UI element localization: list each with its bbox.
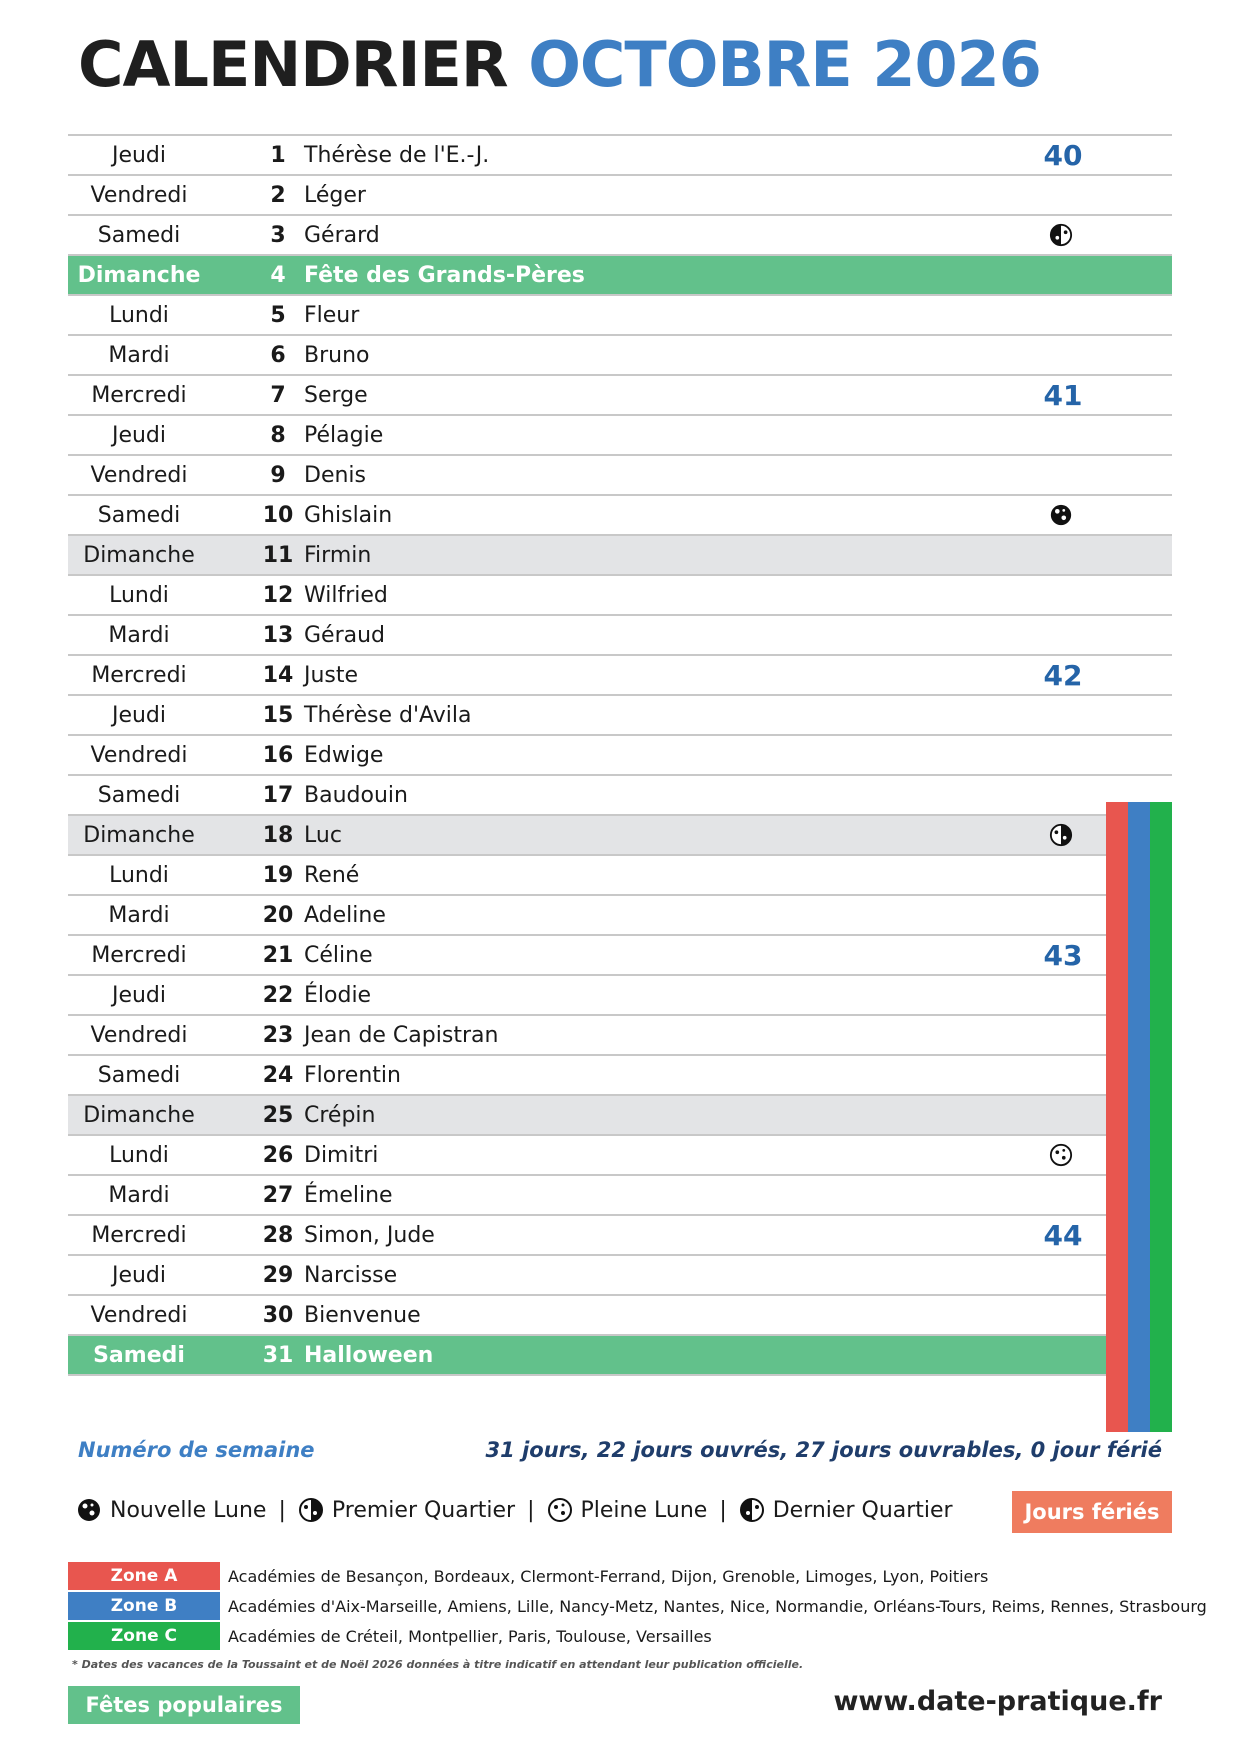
- saint-name: Céline: [304, 943, 373, 968]
- day-number: 31: [262, 1343, 294, 1368]
- day-name: Vendredi: [90, 1023, 188, 1048]
- day-number: 30: [262, 1303, 294, 1328]
- row-background: [68, 376, 1172, 414]
- zone-b-bar: [1128, 802, 1150, 1432]
- calendar-row: [68, 694, 1172, 734]
- saint-name: Florentin: [304, 1063, 401, 1088]
- row-background: [68, 336, 1172, 374]
- row-background: [68, 816, 1107, 854]
- saint-name: Bruno: [304, 343, 370, 368]
- legend-nouvelle-lune: Nouvelle Lune: [110, 1497, 267, 1523]
- day-number: 24: [262, 1063, 294, 1088]
- day-number: 10: [262, 503, 294, 528]
- day-number: 2: [270, 183, 286, 208]
- day-number: 27: [262, 1183, 294, 1208]
- saint-name: Narcisse: [304, 1263, 398, 1288]
- day-name: Mercredi: [91, 663, 187, 688]
- day-name: Samedi: [97, 1063, 181, 1088]
- calendar-row: [68, 534, 1172, 574]
- row-background: [68, 296, 1172, 334]
- saint-name: Wilfried: [304, 583, 388, 608]
- calendar-row: [68, 1134, 1172, 1174]
- saint-name: Baudouin: [304, 783, 408, 808]
- calendar-row: [68, 454, 1172, 494]
- title-prefix: CALENDRIER: [78, 28, 508, 101]
- row-background: [68, 696, 1172, 734]
- day-number: 7: [270, 383, 286, 408]
- saint-name: Denis: [304, 463, 366, 488]
- dernier-quartier-icon: [1049, 223, 1073, 247]
- row-background: [68, 656, 1172, 694]
- day-name: Mardi: [108, 623, 170, 648]
- day-number: 26: [262, 1143, 294, 1168]
- day-number: 22: [262, 983, 294, 1008]
- day-number: 14: [262, 663, 294, 688]
- saint-name: Bienvenue: [304, 1303, 421, 1328]
- calendar-row: [68, 734, 1172, 774]
- row-background: [68, 176, 1172, 214]
- title-month: OCTOBRE 2026: [528, 28, 1041, 101]
- row-background: [68, 856, 1107, 894]
- saint-name: Adeline: [304, 903, 386, 928]
- calendar-row: [68, 494, 1172, 534]
- day-number: 1: [270, 143, 286, 168]
- row-background: [68, 1336, 1107, 1374]
- calendar-row: [68, 1294, 1172, 1334]
- saint-name: Émeline: [304, 1183, 393, 1208]
- row-background: [68, 496, 1172, 534]
- day-number: 23: [262, 1023, 294, 1048]
- saint-name: Géraud: [304, 623, 386, 648]
- day-name: Jeudi: [111, 143, 167, 168]
- legend-separator: |: [278, 1497, 286, 1523]
- day-number: 13: [262, 623, 294, 648]
- row-background: [68, 1136, 1107, 1174]
- zone-c-bar: [1150, 802, 1172, 1432]
- day-name: Dimanche: [83, 1103, 195, 1128]
- row-background: [68, 896, 1107, 934]
- nouvelle-lune-icon: [1049, 503, 1073, 527]
- zone-b-academies: Académies d'Aix-Marseille, Amiens, Lille, Nancy-Metz, Nantes, Nice, Normandie, Orléans-Tours, Reims, Rennes, Strasbourg: [228, 1596, 1207, 1616]
- day-name: Dimanche: [83, 543, 195, 568]
- legend-separator: |: [527, 1497, 535, 1523]
- legend-dernier-quartier: Dernier Quartier: [772, 1497, 953, 1523]
- calendar-row: [68, 614, 1172, 654]
- day-name: Lundi: [109, 583, 169, 608]
- row-background: [68, 736, 1172, 774]
- week-number-label: Numéro de semaine: [78, 1438, 315, 1462]
- calendar-row: [68, 1054, 1172, 1094]
- day-name: Jeudi: [111, 703, 167, 728]
- day-number: 29: [262, 1263, 294, 1288]
- day-number: 25: [262, 1103, 294, 1128]
- saint-name: Fête des Grands-Pères: [304, 263, 585, 288]
- saint-name: Simon, Jude: [304, 1223, 435, 1248]
- day-number: 3: [270, 223, 286, 248]
- pleine-lune-icon: [1049, 1143, 1073, 1167]
- fetes-populaires-badge: Fêtes populaires: [68, 1686, 300, 1724]
- calendar-row: [68, 254, 1172, 294]
- premier-quartier-icon: [1049, 823, 1073, 847]
- zone-b-row: [68, 1592, 1207, 1620]
- calendar-row: [68, 414, 1172, 454]
- saint-name: Luc: [304, 823, 342, 848]
- calendar-row: [68, 374, 1172, 414]
- calendar-row: [68, 894, 1172, 934]
- zone-c-academies: Académies de Créteil, Montpellier, Paris, Toulouse, Versailles: [228, 1626, 712, 1646]
- day-number: 15: [262, 703, 294, 728]
- day-name: Jeudi: [111, 423, 167, 448]
- zone-a-row: [68, 1562, 988, 1590]
- row-background: [68, 136, 1172, 174]
- day-name: Mardi: [108, 343, 170, 368]
- saint-name: Fleur: [304, 303, 360, 328]
- day-name: Samedi: [93, 1343, 185, 1368]
- jours-feries-badge: Jours fériés: [1012, 1491, 1172, 1533]
- day-name: Mardi: [108, 1183, 170, 1208]
- day-number: 9: [270, 463, 286, 488]
- calendar-row: [68, 1254, 1172, 1294]
- day-number: 18: [262, 823, 294, 848]
- last-quarter-icon: [739, 1497, 765, 1523]
- row-background: [68, 1056, 1107, 1094]
- calendar-row: [68, 174, 1172, 214]
- day-name: Samedi: [97, 783, 181, 808]
- saint-name: Ghislain: [304, 503, 393, 528]
- row-background: [68, 1176, 1107, 1214]
- day-number: 21: [262, 943, 294, 968]
- zone-c-row: [68, 1622, 712, 1650]
- zone-a-tag: Zone A: [68, 1562, 220, 1590]
- day-name: Vendredi: [90, 463, 188, 488]
- footnote: * Dates des vacances de la Toussaint et de Noël 2026 données à titre indicatif en attendant leur publication officielle.: [72, 1658, 804, 1671]
- row-background: [68, 976, 1107, 1014]
- calendar-row: [68, 1214, 1172, 1254]
- calendar-row: [68, 1014, 1172, 1054]
- calendar-row: [68, 774, 1172, 814]
- legend-premier-quartier: Premier Quartier: [331, 1497, 516, 1523]
- row-background: [68, 1296, 1107, 1334]
- saint-name: Juste: [304, 663, 359, 688]
- saint-name: Thérèse d'Avila: [304, 703, 472, 728]
- saint-name: Jean de Capistran: [304, 1023, 499, 1048]
- saint-name: Thérèse de l'E.-J.: [304, 143, 490, 168]
- first-quarter-icon: [298, 1497, 324, 1523]
- day-number: 20: [262, 903, 294, 928]
- school-holiday-bars: [1106, 802, 1172, 1432]
- day-name: Lundi: [109, 1143, 169, 1168]
- zone-a-academies: Académies de Besançon, Bordeaux, Clermont-Ferrand, Dijon, Grenoble, Limoges, Lyon, Poitiers: [228, 1566, 989, 1586]
- row-background: [68, 1096, 1107, 1134]
- row-background: [68, 1016, 1107, 1054]
- saint-name: Léger: [304, 183, 366, 208]
- day-name: Vendredi: [90, 1303, 188, 1328]
- week-number: 40: [1043, 139, 1083, 172]
- calendar-row: [68, 654, 1172, 694]
- day-name: Dimanche: [77, 263, 201, 288]
- legend-separator: |: [719, 1497, 727, 1523]
- week-number: 44: [1043, 1219, 1083, 1252]
- day-number: 5: [270, 303, 286, 328]
- day-name: Jeudi: [111, 983, 167, 1008]
- calendar-row: [68, 814, 1172, 854]
- calendar-row: [68, 214, 1172, 254]
- day-number: 4: [270, 263, 286, 288]
- row-background: [68, 536, 1172, 574]
- row-background: [68, 616, 1172, 654]
- day-number: 12: [262, 583, 294, 608]
- saint-name: Crépin: [304, 1103, 376, 1128]
- day-number: 11: [262, 543, 294, 568]
- row-background: [68, 256, 1172, 294]
- page-title: [78, 28, 1041, 101]
- day-name: Mercredi: [91, 943, 187, 968]
- calendar-row: [68, 854, 1172, 894]
- day-name: Samedi: [97, 223, 181, 248]
- calendar-row: [68, 1094, 1172, 1134]
- row-background: [68, 416, 1172, 454]
- day-name: Mercredi: [91, 383, 187, 408]
- calendar-row: [68, 1334, 1172, 1376]
- calendar-row: [68, 1174, 1172, 1214]
- legend-pleine-lune: Pleine Lune: [580, 1497, 708, 1523]
- day-name: Lundi: [109, 303, 169, 328]
- new-moon-icon: [76, 1497, 102, 1523]
- saint-name: Firmin: [304, 543, 372, 568]
- day-name: Samedi: [97, 503, 181, 528]
- saint-name: René: [304, 863, 360, 888]
- zone-a-bar: [1106, 802, 1128, 1432]
- calendar-row: [68, 574, 1172, 614]
- day-number: 28: [262, 1223, 294, 1248]
- day-number: 17: [262, 783, 294, 808]
- zone-c-tag: Zone C: [68, 1622, 220, 1650]
- calendar-row: [68, 334, 1172, 374]
- saint-name: Pélagie: [304, 423, 384, 448]
- row-background: [68, 576, 1172, 614]
- day-name: Mercredi: [91, 1223, 187, 1248]
- saint-name: Gérard: [304, 223, 380, 248]
- day-name: Lundi: [109, 863, 169, 888]
- saint-name: Élodie: [304, 983, 372, 1008]
- saint-name: Serge: [304, 383, 368, 408]
- week-number: 42: [1043, 659, 1083, 692]
- row-background: [68, 456, 1172, 494]
- week-number: 43: [1043, 939, 1083, 972]
- row-background: [68, 776, 1107, 814]
- day-name: Vendredi: [90, 743, 188, 768]
- moon-legend: [76, 1497, 953, 1523]
- zone-b-tag: Zone B: [68, 1592, 220, 1620]
- row-background: [68, 936, 1107, 974]
- calendar-row: [68, 294, 1172, 334]
- row-background: [68, 1256, 1107, 1294]
- week-number: 41: [1043, 379, 1083, 412]
- calendar-table: [68, 134, 1172, 1376]
- row-background: [68, 216, 1172, 254]
- saint-name: Halloween: [304, 1343, 434, 1368]
- month-summary: 31 jours, 22 jours ouvrés, 27 jours ouvrables, 0 jour férié: [485, 1438, 1162, 1462]
- day-number: 6: [270, 343, 286, 368]
- day-name: Dimanche: [83, 823, 195, 848]
- saint-name: Dimitri: [304, 1143, 379, 1168]
- day-name: Jeudi: [111, 1263, 167, 1288]
- day-number: 16: [262, 743, 294, 768]
- full-moon-icon: [547, 1497, 573, 1523]
- calendar-row: [68, 934, 1172, 974]
- day-number: 19: [262, 863, 294, 888]
- day-name: Vendredi: [90, 183, 188, 208]
- calendar-row: [68, 974, 1172, 1014]
- saint-name: Edwige: [304, 743, 384, 768]
- row-background: [68, 1216, 1107, 1254]
- day-number: 8: [270, 423, 286, 448]
- website-link[interactable]: www.date-pratique.fr: [833, 1686, 1162, 1717]
- calendar-row: [68, 134, 1172, 174]
- day-name: Mardi: [108, 903, 170, 928]
